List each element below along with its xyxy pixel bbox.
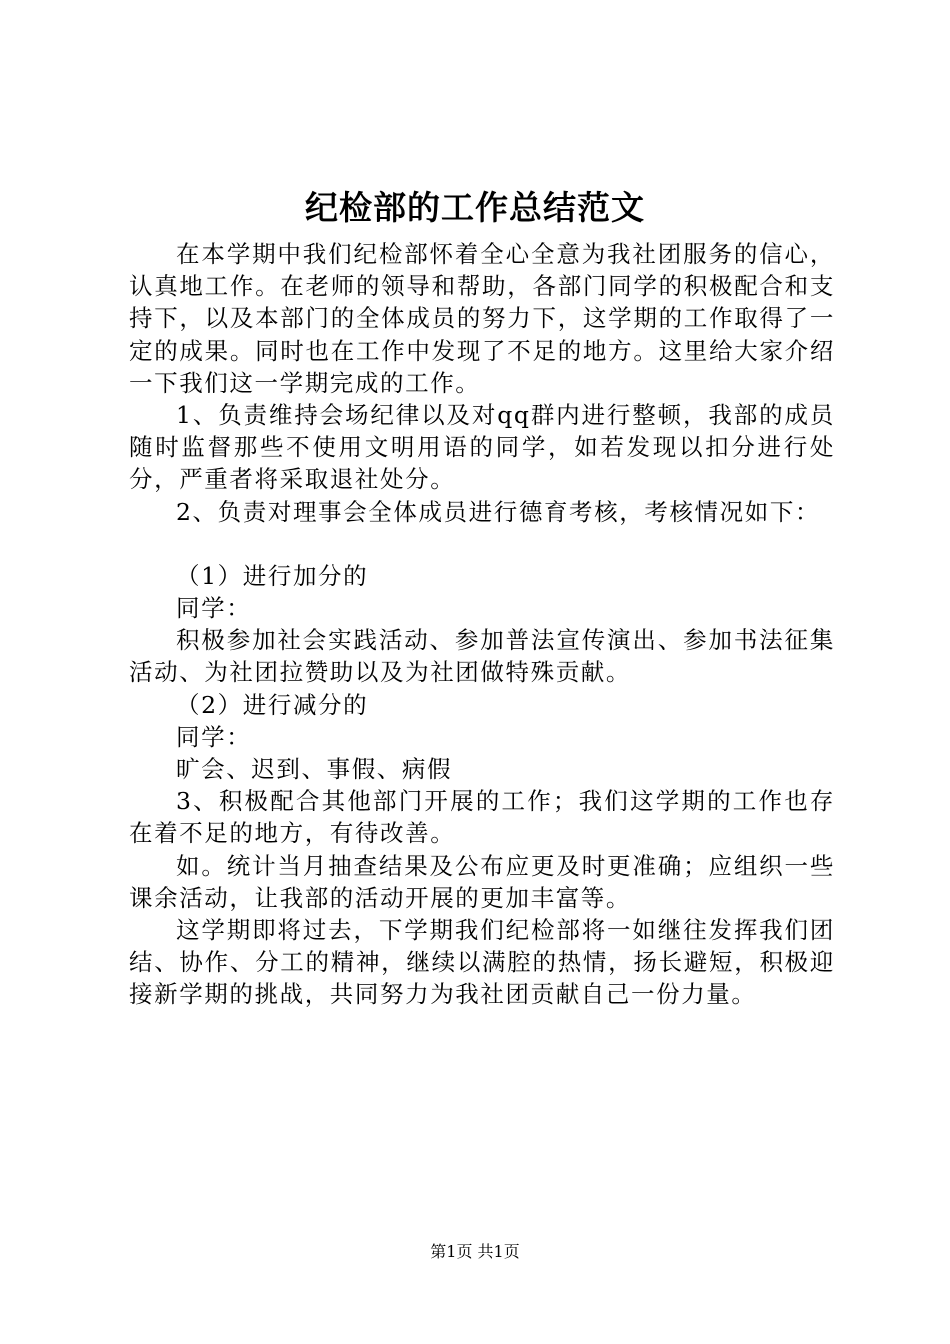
duty-3-paragraph: 3、积极配合其他部门开展的工作；我们这学期的工作也存在着不足的地方，有待改善。 [129,787,835,848]
document-title: 纪检部的工作总结范文 [305,188,645,227]
document-body [129,238,835,1011]
improvement-paragraph: 如。统计当月抽查结果及公布应更及时更准确；应组织一些课余活动，让我部的活动开展的更加丰富等。 [129,851,835,912]
duty-1-paragraph: 1、负责维持会场纪律以及对qq群内进行整顿，我部的成员随时监督那些不使用文明用语的同学，如若发现以扣分进行处分，严重者将采取退社处分。 [129,401,835,494]
plus-students-label: 同学： [176,594,252,623]
blank-line [129,528,835,560]
minus-heading: （2）进行减分的 [176,690,369,719]
plus-detail-paragraph: 积极参加社会实践活动、参加普法宣传演出、参加书法征集活动、为社团拉赞助以及为社团做特殊贡献。 [129,626,835,687]
duty-2-paragraph: 2、负责对理事会全体成员进行德育考核，考核情况如下： [176,497,821,526]
page-footer: 第1页 共1页 [430,1242,520,1261]
plus-heading: （1）进行加分的 [176,561,369,590]
conclusion-paragraph: 这学期即将过去，下学期我们纪检部将一如继往发挥我们团结、协作、分工的精神，继续以满腔的热情，扬长避短，积极迎接新学期的挑战，共同努力为我社团贡献自己一份力量。 [129,916,835,1009]
minus-students-label: 同学： [176,722,252,751]
intro-paragraph: 在本学期中我们纪检部怀着全心全意为我社团服务的信心，认真地工作。在老师的领导和帮助，各部门同学的积极配合和支持下，以及本部门的全体成员的努力下，这学期的工作取得了一定的成果。同时也在工作中发现了不足的地方。这里给大家介绍一下我们这一学期完成的工作。 [129,240,835,397]
minus-detail-line: 旷会、迟到、事假、病假 [176,755,453,784]
